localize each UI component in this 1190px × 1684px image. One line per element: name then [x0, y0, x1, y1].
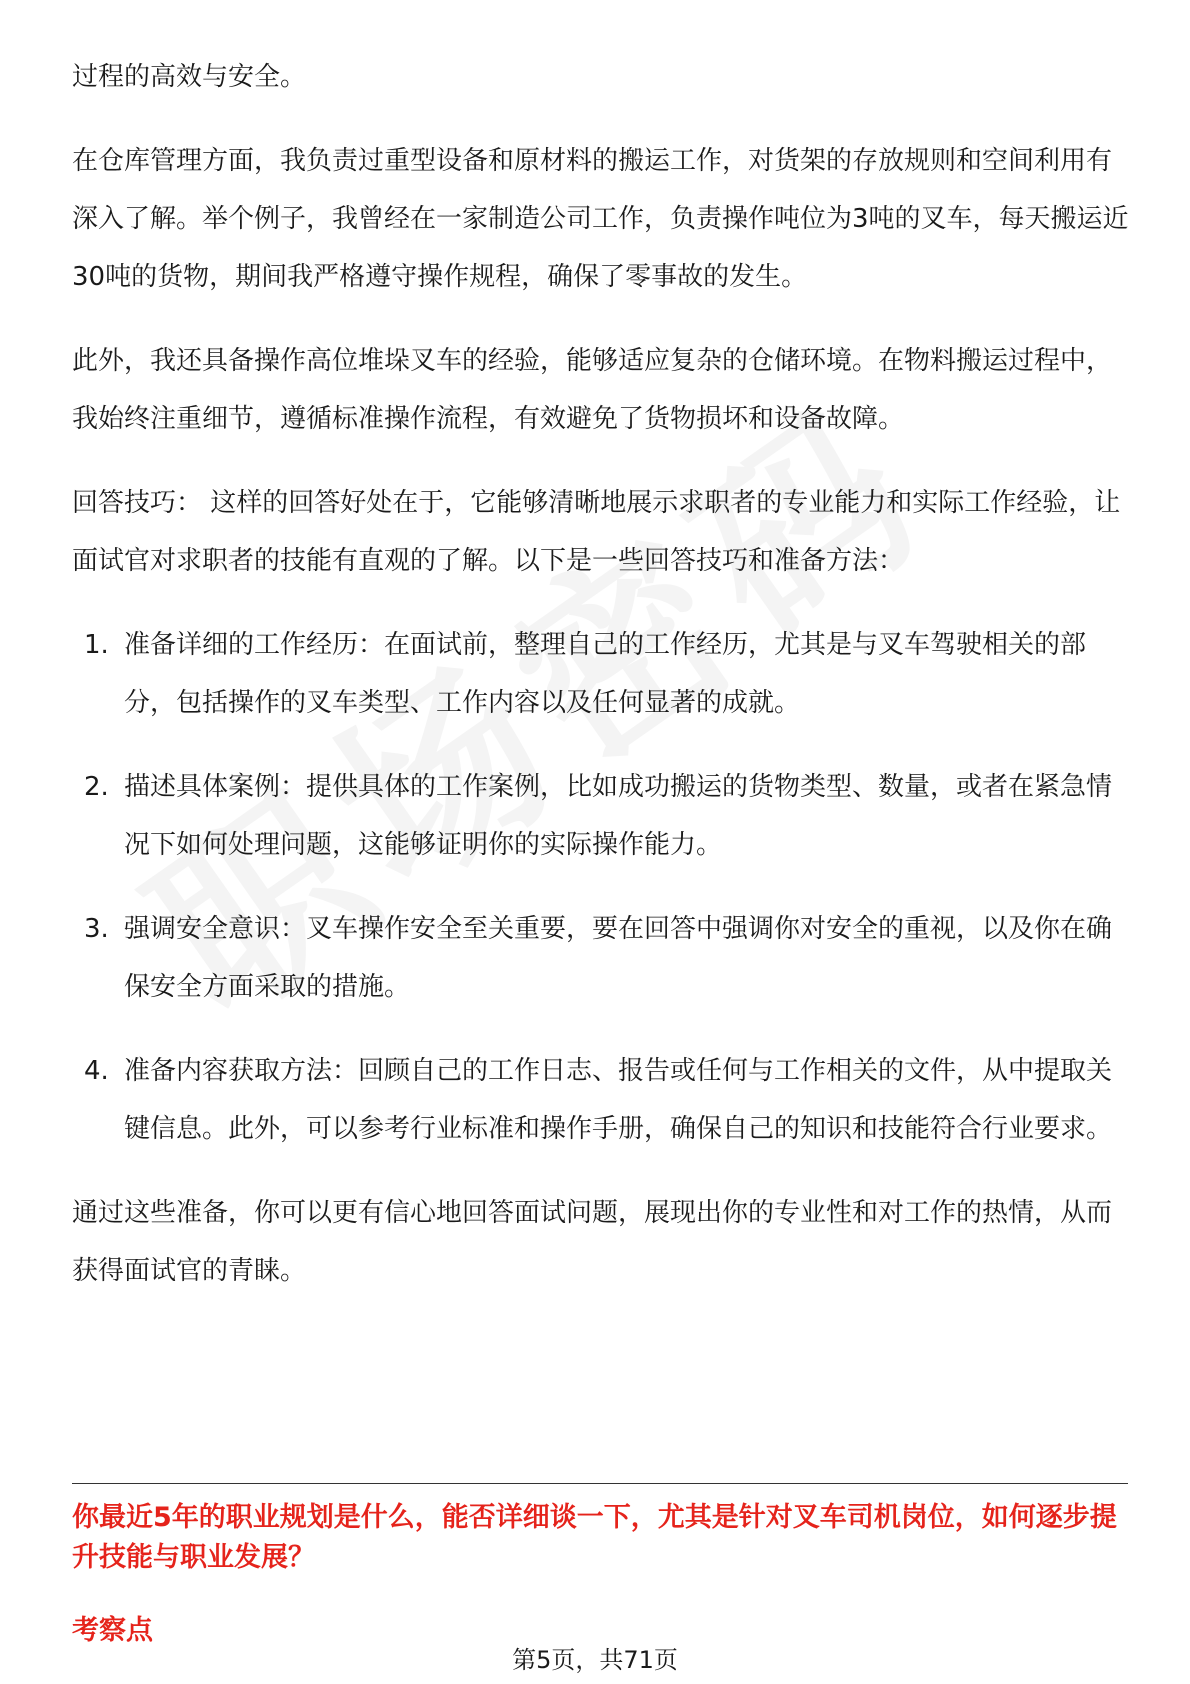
list-item: [72, 900, 1132, 1016]
body-content: [72, 48, 1132, 1326]
paragraph-continuation: 过程的高效与安全。: [72, 62, 307, 92]
list-item-number: 2.: [84, 772, 109, 802]
list-item: [72, 616, 1132, 732]
paragraph-stacker-experience: 此外，我还具备操作高位堆垛叉车的经验，能够适应复杂的仓储环境。在物料搬运过程中，我始终注重细节，遵循标准操作流程，有效避免了货物损坏和设备故障。: [72, 346, 1113, 434]
list-item: [72, 1042, 1132, 1158]
list-item-text: 描述具体案例：提供具体的工作案例，比如成功搬运的货物类型、数量，或者在紧急情况下如何处理问题，这能够证明你的实际操作能力。: [124, 772, 1113, 860]
list-item-number: 3.: [84, 914, 109, 944]
paragraph-answer-tips: 回答技巧： 这样的回答好处在于，它能够清晰地展示求职者的专业能力和实际工作经验，让面试官对求职者的技能有直观的了解。以下是一些回答技巧和准备方法：: [72, 488, 1121, 576]
list-item-number: 1.: [84, 630, 109, 660]
section-label-focus: 考察点: [72, 1615, 153, 1646]
tips-list: [72, 616, 1132, 1158]
paragraph-conclusion: 通过这些准备，你可以更有信心地回答面试问题，展现出你的专业性和对工作的热情，从而获得面试官的青睐。: [72, 1198, 1113, 1286]
list-item-number: 4.: [84, 1056, 109, 1086]
interview-question: 你最近5年的职业规划是什么，能否详细谈一下，尤其是针对叉车司机岗位，如何逐步提升技能与职业发展？: [72, 1502, 1117, 1573]
list-item-text: 准备内容获取方法：回顾自己的工作日志、报告或任何与工作相关的文件，从中提取关键信息。此外，可以参考行业标准和操作手册，确保自己的知识和技能符合行业要求。: [124, 1056, 1113, 1144]
list-item: [72, 758, 1132, 874]
page-number: 第5页，共71页: [512, 1646, 678, 1674]
paragraph-warehouse-experience: 在仓库管理方面，我负责过重型设备和原材料的搬运工作，对货架的存放规则和空间利用有深入了解。举个例子，我曾经在一家制造公司工作，负责操作吨位为3吨的叉车，每天搬运近30吨的货物，期间我严格遵守操作规程，确保了零事故的发生。: [72, 146, 1129, 292]
list-item-text: 准备详细的工作经历：在面试前，整理自己的工作经历，尤其是与叉车驾驶相关的部分，包括操作的叉车类型、工作内容以及任何显著的成就。: [124, 630, 1087, 718]
list-item-text: 强调安全意识：叉车操作安全至关重要，要在回答中强调你对安全的重视，以及你在确保安全方面采取的措施。: [124, 914, 1113, 1002]
section-divider: [72, 1483, 1128, 1484]
